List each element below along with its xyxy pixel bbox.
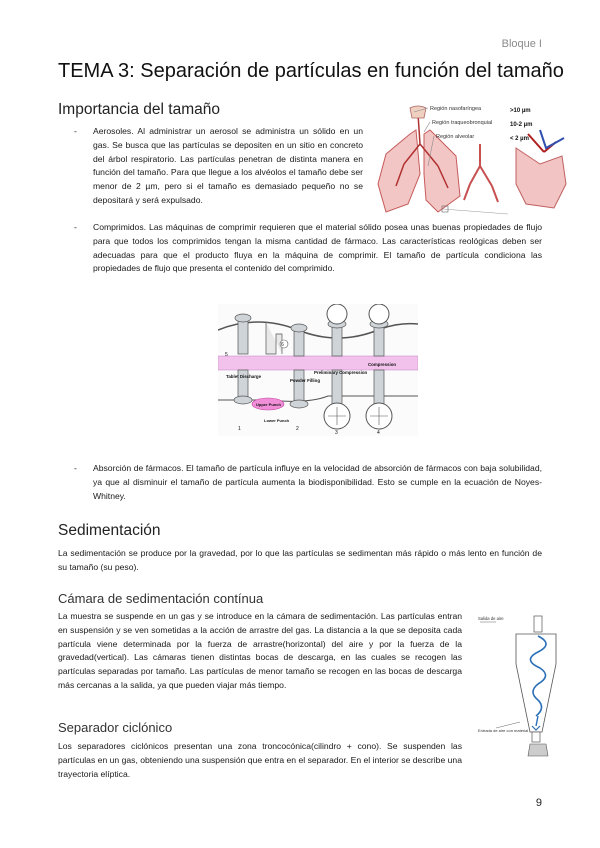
aerosoles-text: Al administrar un aerosol se administra un sólido en un gas. Se busca que las partículas se depositen en un sitio en concreto del árbol respiratorio. Las partículas penetran de distinta manera en función del tamaño. Para que llegue a los alvéolos el tamaño debe ser menor de 2 µm, pero si el tamaño es demasiado pequeño no se depositará y será expulsado.	[93, 126, 363, 205]
lungs-label-traqueobronquial: Región traqueobronquial	[432, 120, 493, 126]
lungs-size-2: 10-2 µm	[510, 122, 533, 128]
bullet-comprimidos: - Comprimidos. Las máquinas de comprimir requieren que el material sólido posea unas buenas propiedades de flujo para que todos los comprimidos tengan la misma cantidad de fármaco. Las características reológicas deben ser adecuadas para que el producto fluya en la máquina de comprimir. El tamaño de partícula condiciona las propiedades de flujo que presenta el contenido del comprimido.	[74, 222, 543, 274]
lungs-label-nasofaringea: Región nasofaríngea	[430, 106, 482, 112]
press-number-1: 1	[238, 426, 241, 432]
press-label-discharge: Tablet Discharge	[226, 374, 262, 379]
absorcion-lead: Absorción de fármacos.	[93, 463, 184, 473]
lungs-size-1: >10 µm	[510, 108, 531, 114]
lungs-label-alveolar: Región alveolar	[436, 134, 475, 140]
lungs-size-3: < 2 µm	[510, 136, 529, 142]
cyclone-figure	[476, 612, 558, 772]
bullet-absorcion: - Absorción de fármacos. El tamaño de partícula influye en la velocidad de absorción de fármacos con baja solubilidad, ya que al disminuir el tamaño de partícula aumenta la biodisponibilidad. Esto se cumple en la ecuación de Noyes-Whitney.	[74, 463, 542, 501]
heading-sedimentacion: Sedimentación	[58, 522, 161, 539]
press-label-compression: Compression	[368, 362, 397, 367]
press-number-5: 5	[225, 352, 228, 358]
press-number-6: 6	[281, 342, 284, 348]
heading-camara: Cámara de sedimentación contínua	[58, 591, 264, 606]
press-label-preliminary: Preliminary Compression	[314, 370, 368, 375]
bullet-aerosoles: - Aerosoles. Al administrar un aerosol se administra un sólido en un gas. Se busca que las partículas se depositen en un sitio en concreto del árbol respiratorio. Las partículas penetran de distinta manera en función del tamaño. Para que llegue a los alvéolos el tamaño debe ser menor de 2 µm, pero si el tamaño es demasiado pequeño no se depositará y será expulsado.	[74, 126, 363, 205]
page-number: 9	[535, 797, 542, 809]
heading-importancia: Importancia del tamaño	[58, 101, 220, 118]
cyclone-label-salida: Salida de aire	[478, 616, 504, 621]
sedimentacion-text: La sedimentación se produce por la gravedad, por lo que las partículas se sedimentan más rápido o más lento en función de su tamaño (su peso).	[58, 548, 542, 572]
header-label: Bloque I	[501, 38, 542, 50]
tablet-press-figure	[218, 304, 418, 436]
comprimidos-lead: Comprimidos.	[93, 222, 147, 232]
page-title: TEMA 3: Separación de partículas en función del tamaño	[58, 60, 564, 82]
heading-ciclonico: Separador ciclónico	[58, 720, 173, 735]
cyclone-label-entrada: Entrada de aire con material	[478, 728, 529, 733]
press-number-4: 4	[377, 430, 380, 436]
ciclonico-text: Los separadores ciclónicos presentan una zona troncocónica(cilindro + cono). Se suspenden las partículas en un gas, obteniendo una suspensión que entra en el separador. En el interior se describe una trayectoria elíptica.	[58, 741, 462, 779]
comprimidos-text: Las máquinas de comprimir requieren que el material sólido posea unas buenas propiedades de flujo para que todos los comprimidos tengan la misma cantidad de fármaco. Las características reológicas deben ser adecuadas para que el producto fluya en la máquina de comprimir. El tamaño de partícula condiciona las propiedades de flujo que presenta el contenido del comprimido.	[93, 222, 543, 274]
lungs-figure	[368, 104, 568, 222]
press-label-filling: Powder Filling	[290, 378, 321, 383]
aerosoles-lead: Aerosoles.	[93, 126, 134, 136]
absorcion-text: El tamaño de partícula influye en la velocidad de absorción de fármacos con baja solubilidad, ya que al disminuir el tamaño de partícula aumenta la biodisponibilidad. Esto se cumple en la ecuación de Noyes-Whitney.	[93, 463, 542, 501]
press-label-lower-punch: Lower Punch	[264, 418, 290, 423]
press-number-3: 3	[335, 430, 338, 436]
press-number-2: 2	[296, 426, 299, 432]
press-label-upper-punch: Upper Punch	[256, 402, 281, 407]
camara-text: La muestra se suspende en un gas y se introduce en la cámara de sedimentación. Las partículas entran en suspensión y se ven sometidas a la acción de arrastre del gas. La distancia a la que se deposita cada partícula viene determinada por la fuerza de arrastre(horizontal) del aire y por la fuerza de la gravedad(vertical). Las cámaras tienen distintas bocas de descarga, en las cuales se recogen las partículas separadas por tamaño. Las partículas de menor tamaño se recogen en las bocas de descarga más cercanas a la salida, ya que pueden viajar más tiempo.	[58, 611, 462, 690]
